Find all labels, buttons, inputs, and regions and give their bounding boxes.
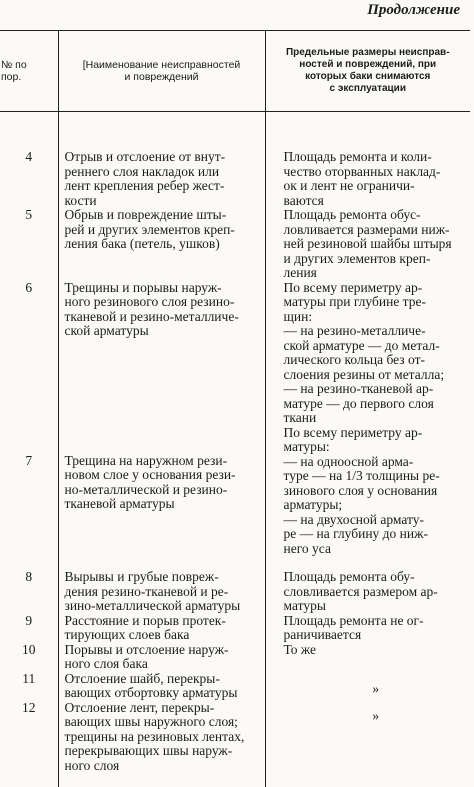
row-name: Отслоение шайб, перекры- вающих отбортовку арматуры xyxy=(58,672,265,701)
row-limit: По всему периметру ар- матуры: — на одноосной арма- туре — на 1/3 толщины ре- зинового слоя у основания арматуры; — на двухосной армату- ре — на глубину до ниж- него уса xyxy=(265,426,470,557)
row-name: Трещина на наружном рези- новом слое у основания рези- но-металлической и резино- тканевой арматуры xyxy=(58,426,265,557)
defects-table xyxy=(0,30,470,787)
row-name: Расстояние и порыв протек- тирующих слоев бака xyxy=(58,614,265,643)
row-name: Порывы и отслоение наруж- ного слоя бака xyxy=(58,643,265,672)
row-name: Трещины и порывы наруж- ного резинового слоя резино- тканевой и резино-металличе- ской арматуры xyxy=(58,281,265,426)
header-number: № по пор. xyxy=(0,31,58,112)
row-number: 9 xyxy=(25,612,33,628)
table-row-spacer xyxy=(0,773,470,787)
spacer-cell xyxy=(0,773,58,787)
row-limit: Площадь ремонта обус- ловливается размерами ниж- ней резиновой шайбы штыря и других элементов креп- ления xyxy=(265,208,470,281)
table-row xyxy=(0,556,470,614)
spacer-cell xyxy=(265,773,470,787)
header-limit: Предельные размеры неисправ- ностей и повреждений, при которых баки снимаются с эксплуатации xyxy=(265,31,470,112)
row-limit: Площадь ремонта и коли- чество оторванных наклад- ок и лент не ограничи- ваются xyxy=(265,112,470,209)
table-header xyxy=(0,31,470,112)
row-number: 5 xyxy=(25,207,33,222)
row-name: Вырывы и грубые повреж- дения резино-тканевой и ре- зино-металлической арматуры xyxy=(58,556,265,614)
row-number: 10 xyxy=(22,641,36,657)
row-number: 4 xyxy=(25,149,33,164)
row-number: 6 xyxy=(25,279,33,295)
row-limit: По всему периметру ар- матуры при глубине тре- щин: — на резино-металличе- ской арматуре — до метал- лического кольца без от- слоения резины от металла; — на резино-тканевой ар- матуре — до первого слоя ткани xyxy=(265,281,470,426)
row-limit: » xyxy=(265,672,470,701)
row-name: Обрыв и повреждение шты- рей и других элементов креп- ления бака (петель, ушков) xyxy=(58,208,265,281)
row-name: Отслоение лент, перекры- вающих швы наружного слоя; трещины на резиновых лентах, перекрывающих швы наруж- ного слоя xyxy=(58,701,265,774)
header-name: [Наименование неисправностей и повреждений xyxy=(58,31,265,112)
row-limit: Площадь ремонта обу- словливается размером ар- матуры xyxy=(265,556,470,614)
row-limit: » xyxy=(265,701,470,774)
row-number: 7 xyxy=(25,452,33,468)
row-number: 11 xyxy=(22,670,36,686)
row-limit: То же xyxy=(265,643,470,672)
row-number: 8 xyxy=(25,569,33,584)
table-row xyxy=(0,208,470,281)
row-limit: Площадь ремонта не ог- раничивается xyxy=(265,614,470,643)
spacer-cell xyxy=(58,773,265,787)
table-row xyxy=(0,614,470,643)
table-row xyxy=(0,112,470,209)
table-row xyxy=(0,672,470,701)
table-row xyxy=(0,643,470,672)
row-number: 12 xyxy=(22,699,36,715)
table-row xyxy=(0,281,470,426)
table-row xyxy=(0,701,470,774)
table-row xyxy=(0,426,470,557)
row-name: Отрыв и отслоение от внут- реннего слоя накладок или лент крепления ребер жест- кости xyxy=(58,112,265,209)
continued-label: Продолжение xyxy=(367,2,460,18)
